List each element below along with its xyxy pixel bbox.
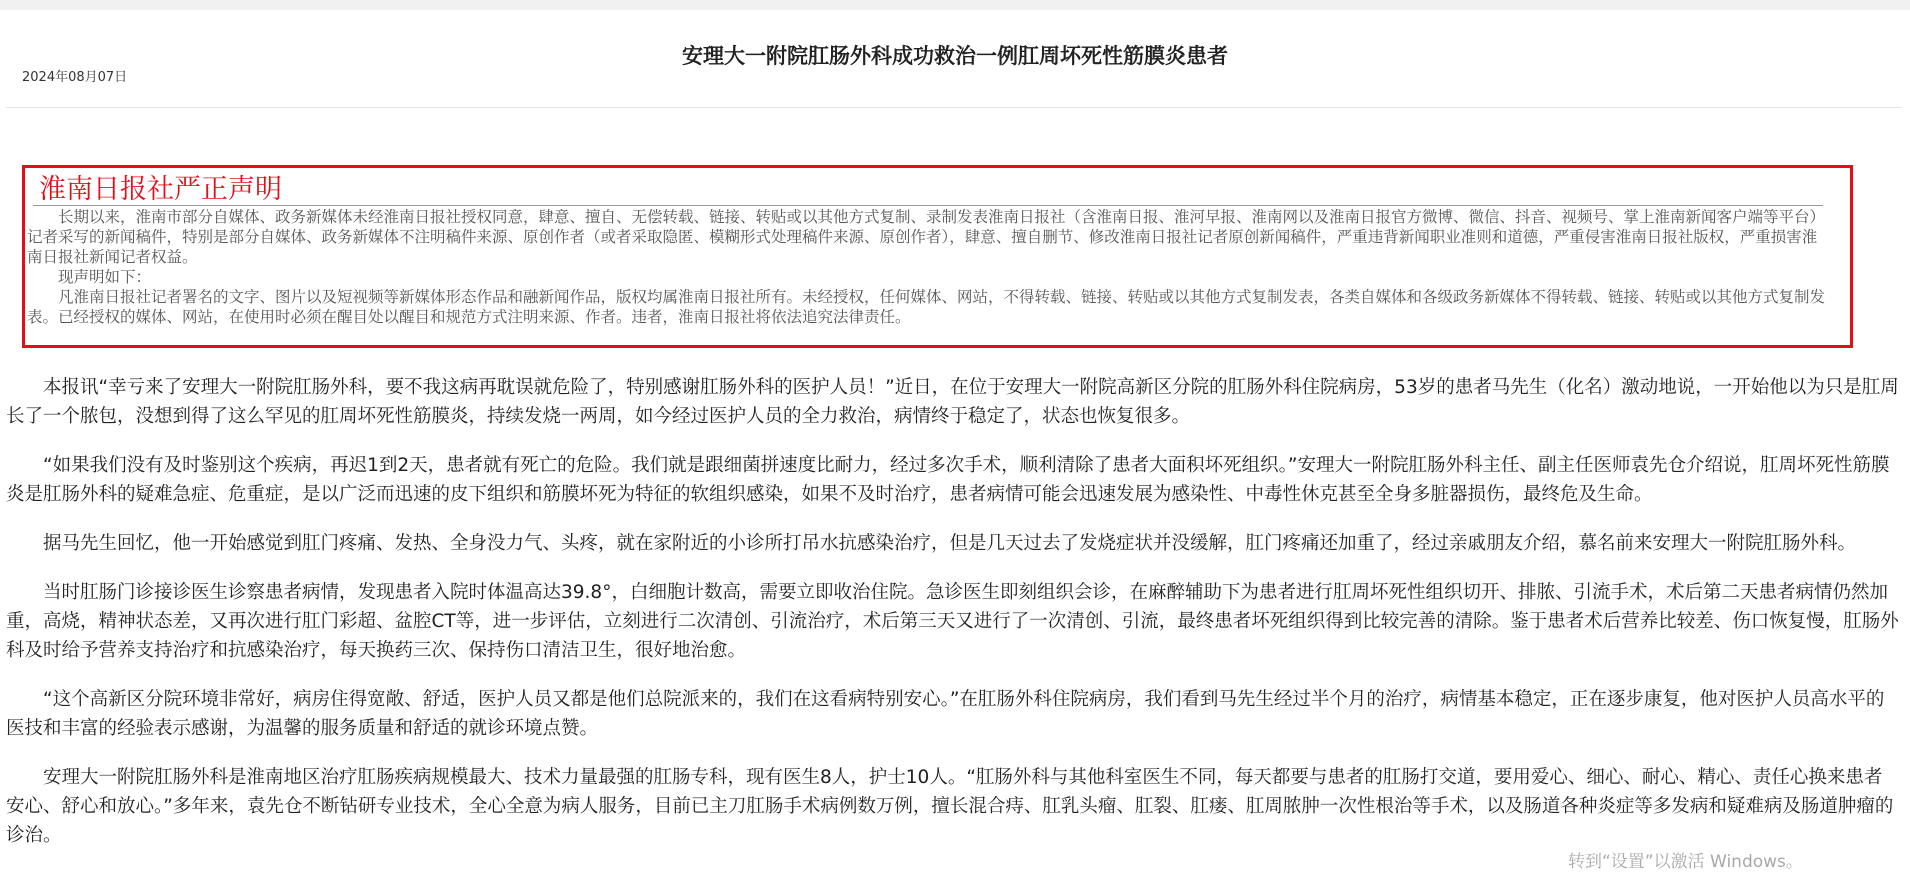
article-paragraph: “这个高新区分院环境非常好，病房住得宽敞、舒适，医护人员又都是他们总院派来的，我们在这看病特别安心。”在肛肠外科住院病房，我们看到马先生经过半个月的治疗，病情基本稳定，正在逐步康复，他对医护人员高水平的医技和丰富的经验表示感谢，为温馨的服务质量和舒适的就诊环境点赞。	[6, 689, 1885, 739]
notice-paragraph: 长期以来，淮南市部分自媒体、政务新媒体未经淮南日报社授权同意，肆意、擅自、无偿转载、链接、转贴或以其他方式复制、录制发表淮南日报社（含淮南日报、淮河早报、淮南网以及淮南日报官方微博、微信、抖音、视频号、掌上淮南新闻客户端等平台）记者采写的新闻稿件，特别是部分自媒体、政务新媒体不注明稿件来源、原创作者（或者采取隐匿、模糊形式处理稿件来源、原创作者），肆意、擅自删节、修改淮南日报社记者原创新闻稿件，严重违背新闻职业准则和道德，严重侵害淮南日报社版权，严重损害淮南日报社新闻记者权益。	[27, 208, 1826, 266]
top-bar	[0, 0, 1910, 10]
copyright-notice-box	[22, 165, 1853, 348]
article-date: 2024年08月07日	[22, 70, 128, 85]
article-title: 安理大一附院肛肠外科成功救治一例肛周坏死性筋膜炎患者	[682, 44, 1228, 68]
windows-activation-watermark: 转到“设置”以激活 Windows。	[1568, 852, 1803, 872]
notice-paragraph: 现声明如下：	[58, 268, 152, 286]
header-divider	[6, 107, 1901, 108]
article-paragraph: 据马先生回忆，他一开始感觉到肛门疼痛、发热、全身没力气、头疼，就在家附近的小诊所打吊水抗感染治疗，但是几天过去了发烧症状并没缓解，肛门疼痛还加重了，经过亲戚朋友介绍，慕名前来安理大一附院肛肠外科。	[43, 533, 1857, 554]
notice-divider	[33, 205, 1823, 206]
notice-paragraph: 凡淮南日报社记者署名的文字、图片以及短视频等新媒体形态作品和融新闻作品，版权均属淮南日报社所有。未经授权，任何媒体、网站，不得转载、链接、转贴或以其他方式复制发表，各类自媒体和各级政务新媒体不得转载、链接、转贴或以其他方式复制发表。已经授权的媒体、网站，在使用时必须在醒目处以醒目和规范方式注明来源、作者。违者，淮南日报社将依法追究法律责任。	[27, 288, 1826, 326]
article-paragraph: 本报讯“幸亏来了安理大一附院肛肠外科，要不我这病再耽误就危险了，特别感谢肛肠外科的医护人员！”近日，在位于安理大一附院高新区分院的肛肠外科住院病房，53岁的患者马先生（化名）激动地说，一开始他以为只是肛周长了一个脓包，没想到得了这么罕见的肛周坏死性筋膜炎，持续发烧一两周，如今经过医护人员的全力救治，病情终于稳定了，状态也恢复很多。	[6, 377, 1899, 427]
article-paragraph: 安理大一附院肛肠外科是淮南地区治疗肛肠疾病规模最大、技术力量最强的肛肠专科，现有医生8人，护士10人。“肛肠外科与其他科室医生不同，每天都要与患者的肛肠打交道，要用爱心、细心、耐心、精心、责任心换来患者安心、舒心和放心。”多年来，袁先仓不断钻研专业技术，全心全意为病人服务，目前已主刀肛肠手术病例数万例，擅长混合痔、肛乳头瘤、肛裂、肛瘘、肛周脓肿一次性根治等手术，以及肠道各种炎症等多发病和疑难病及肠道肿瘤的诊治。	[6, 767, 1894, 846]
article-paragraph: “如果我们没有及时鉴别这个疾病，再迟1到2天，患者就有死亡的危险。我们就是跟细菌拼速度比耐力，经过多次手术，顺利清除了患者大面积坏死组织。”安理大一附院肛肠外科主任、副主任医师袁先仓介绍说，肛周坏死性筋膜炎是肛肠外科的疑难急症、危重症，是以广泛而迅速的皮下组织和筋膜坏死为特征的软组织感染，如果不及时治疗，患者病情可能会迅速发展为感染性、中毒性休克甚至全身多脏器损伤，最终危及生命。	[6, 455, 1890, 505]
article-body	[6, 373, 1900, 870]
notice-title: 淮南日报社严正声明	[39, 174, 282, 205]
article-paragraph: 当时肛肠门诊接诊医生诊察患者病情，发现患者入院时体温高达39.8°，白细胞计数高，需要立即收治住院。急诊医生即刻组织会诊，在麻醉辅助下为患者进行肛周坏死性组织切开、排脓、引流手术，术后第二天患者病情仍然加重，高烧，精神状态差，又再次进行肛门彩超、盆腔CT等，进一步评估，立刻进行二次清创、引流治疗，术后第三天又进行了一次清创、引流，最终患者坏死组织得到比较完善的清除。鉴于患者术后营养比较差、伤口恢复慢，肛肠外科及时给予营养支持治疗和抗感染治疗，每天换药三次、保持伤口清洁卫生，很好地治愈。	[6, 582, 1899, 661]
notice-body	[27, 207, 1832, 327]
